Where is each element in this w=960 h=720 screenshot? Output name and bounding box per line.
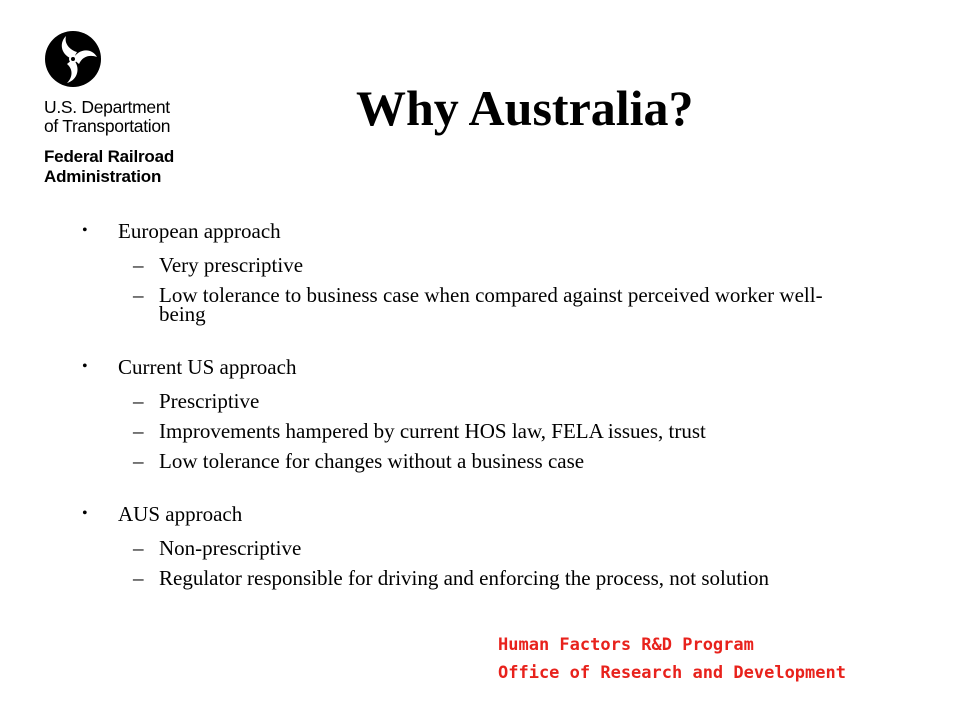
sub-bullet-text: Low tolerance for changes without a business case bbox=[159, 449, 585, 473]
dash-marker: – bbox=[133, 419, 144, 443]
dash-marker: – bbox=[133, 536, 144, 560]
sub-bullet-item bbox=[80, 419, 840, 443]
bullet-group-us bbox=[80, 353, 840, 471]
logo-agency-text bbox=[44, 147, 174, 187]
footer-program-name: Human Factors R&D Program bbox=[498, 635, 754, 655]
sub-bullet-item bbox=[80, 253, 840, 277]
sub-bullet-item bbox=[80, 536, 840, 560]
sub-bullet-text: Regulator responsible for driving and enforcing the process, not solution bbox=[159, 566, 770, 590]
logo-department-text bbox=[44, 98, 170, 136]
bullet-item bbox=[80, 500, 840, 528]
sub-bullet-text: Very prescriptive bbox=[159, 253, 304, 277]
bullet-item bbox=[80, 353, 840, 381]
logo-agency-line-2: Administration bbox=[44, 167, 162, 186]
bullet-group-aus bbox=[80, 500, 840, 588]
sub-bullet-item bbox=[80, 449, 840, 473]
dash-marker: – bbox=[133, 253, 144, 277]
sub-bullet-item bbox=[80, 283, 840, 326]
sub-bullet-item bbox=[80, 389, 840, 413]
logo-agency-line-1: Federal Railroad bbox=[44, 147, 175, 166]
bullet-heading: European approach bbox=[118, 219, 281, 243]
dash-marker: – bbox=[133, 283, 144, 307]
slide-title: Why Australia? bbox=[356, 80, 694, 136]
dash-marker: – bbox=[133, 449, 144, 473]
logo-department-line-1: U.S. Department bbox=[44, 97, 170, 117]
bullet-marker: • bbox=[82, 505, 88, 522]
bullet-marker: • bbox=[82, 358, 88, 375]
bullet-list bbox=[80, 217, 840, 617]
dash-marker: – bbox=[133, 566, 144, 590]
sub-bullet-text: Non-prescriptive bbox=[159, 536, 302, 560]
sub-bullet-item bbox=[80, 566, 840, 590]
program-footer bbox=[498, 631, 846, 687]
dot-triskelion-icon bbox=[44, 30, 102, 88]
sub-bullet-text: Prescriptive bbox=[159, 389, 260, 413]
bullet-marker: • bbox=[82, 222, 88, 239]
dash-marker: – bbox=[133, 389, 144, 413]
footer-office-name: Office of Research and Development bbox=[498, 663, 846, 683]
bullet-item bbox=[80, 217, 840, 245]
logo-department-line-2: of Transportation bbox=[44, 116, 171, 136]
sub-bullet-text: Low tolerance to business case when compared against perceived worker well-being bbox=[159, 283, 823, 326]
bullet-heading: AUS approach bbox=[118, 502, 243, 526]
dot-fra-logo bbox=[44, 30, 244, 190]
sub-bullet-text: Improvements hampered by current HOS law, FELA issues, trust bbox=[159, 419, 706, 443]
bullet-heading: Current US approach bbox=[118, 355, 297, 379]
bullet-group-european bbox=[80, 217, 840, 324]
